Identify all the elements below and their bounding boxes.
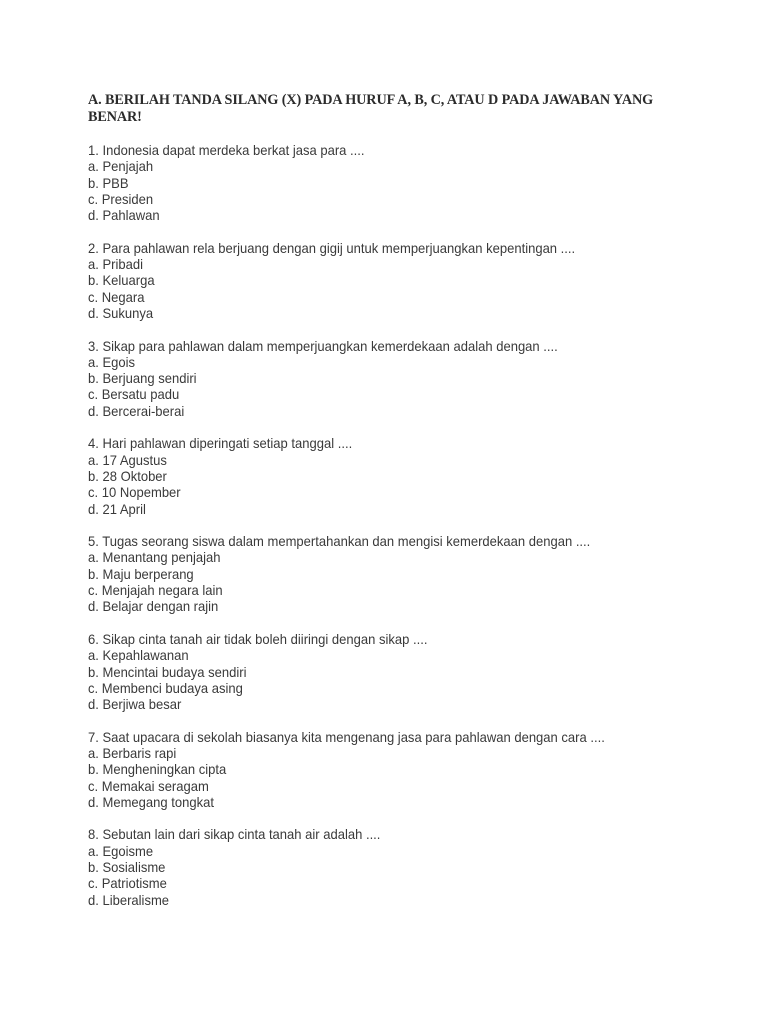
question-1 [88, 142, 728, 223]
question-text: 4. Hari pahlawan diperingati setiap tanggal .... [88, 435, 353, 452]
question-text: 1. Indonesia dapat merdeka berkat jasa para .... [88, 142, 365, 158]
option-b: b. Keluarga [88, 272, 155, 289]
question-6 [88, 631, 728, 712]
question-text: 7. Saat upacara di sekolah biasanya kita mengenang jasa para pahlawan dengan cara .... [88, 728, 605, 745]
question-5 [88, 533, 728, 614]
question-7 [88, 729, 728, 810]
question-8 [88, 826, 728, 907]
option-a: a. Egoisme [88, 842, 154, 859]
question-3 [88, 338, 728, 419]
option-c: c. Menjajah negara lain [88, 582, 223, 599]
option-d: d. Berjiwa besar [88, 696, 182, 713]
section-heading: A. BERILAH TANDA SILANG (X) PADA HURUF A, B, C, ATAU D PADA JAWABAN YANG BENAR! [88, 92, 654, 125]
option-d: d. Bercerai-berai [88, 402, 185, 419]
option-a: a. Pribadi [88, 256, 144, 273]
question-list [88, 142, 728, 924]
option-c: c. Bersatu padu [88, 386, 180, 403]
question-text: 8. Sebutan lain dari sikap cinta tanah air adalah .... [88, 826, 381, 843]
option-d: d. Memegang tongkat [88, 793, 214, 810]
option-c: c. Presiden [88, 190, 154, 207]
option-c: c. Memakai seragam [88, 777, 209, 794]
option-b: b. 28 Oktober [88, 467, 167, 484]
option-a: a. Kepahlawanan [88, 647, 189, 664]
option-b: b. PBB [88, 174, 129, 191]
option-c: c. 10 Nopember [88, 484, 181, 501]
question-4 [88, 435, 728, 516]
option-c: c. Negara [88, 288, 145, 305]
option-d: d. Sukunya [88, 304, 154, 321]
option-d: d. Pahlawan [88, 207, 160, 224]
question-text: 6. Sikap cinta tanah air tidak boleh diiringi dengan sikap .... [88, 630, 428, 647]
question-text: 2. Para pahlawan rela berjuang dengan gigij untuk memperjuangkan kepentingan .... [88, 239, 576, 256]
option-a: a. Berbaris rapi [88, 744, 177, 761]
option-c: c. Patriotisme [88, 875, 167, 892]
option-a: a. Menantang penjajah [88, 549, 221, 566]
option-b: b. Berjuang sendiri [88, 370, 197, 387]
option-b: b. Sosialisme [88, 859, 166, 876]
option-c: c. Membenci budaya asing [88, 679, 243, 696]
question-text: 3. Sikap para pahlawan dalam memperjuangkan kemerdekaan adalah dengan .... [88, 337, 558, 354]
option-a: a. Egois [88, 353, 136, 370]
question-2 [88, 240, 728, 321]
question-text: 5. Tugas seorang siswa dalam mempertahankan dan mengisi kemerdekaan dengan .... [88, 533, 591, 550]
option-d: d. Liberalisme [88, 891, 170, 908]
option-b: b. Mencintai budaya sendiri [88, 663, 247, 680]
option-b: b. Maju berperang [88, 565, 194, 582]
option-a: a. Penjajah [88, 158, 154, 175]
option-d: d. 21 April [88, 500, 146, 517]
option-b: b. Mengheningkan cipta [88, 761, 227, 778]
option-a: a. 17 Agustus [88, 451, 167, 468]
option-d: d. Belajar dengan rajin [88, 598, 219, 615]
